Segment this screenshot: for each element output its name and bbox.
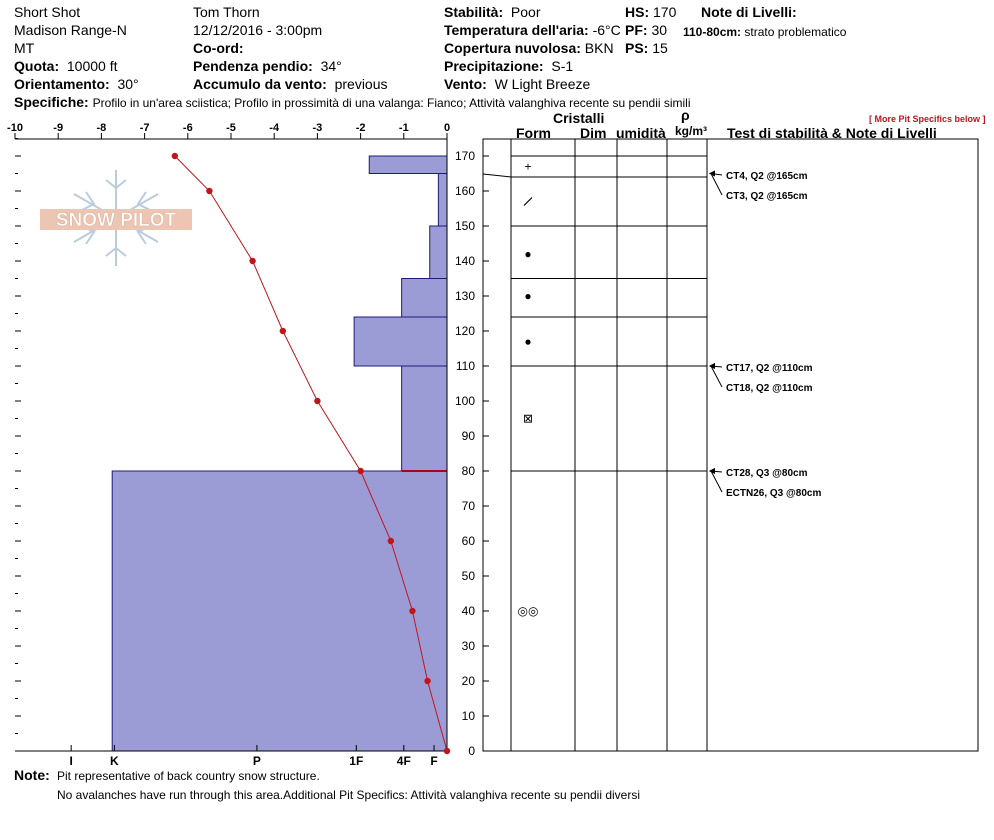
hardness-tick-label: 1F xyxy=(349,754,364,768)
temperature-tick-label: 0 xyxy=(443,122,451,134)
elevation-label: Quota: xyxy=(14,58,60,74)
height-tick-label: 120 xyxy=(454,324,475,338)
stability-label: Stabilità: xyxy=(444,4,504,20)
size-header: Dim xyxy=(580,125,607,141)
stability-test-label: CT28, Q3 @80cm xyxy=(726,468,808,479)
precipitation-label: Precipitazione: xyxy=(444,58,544,74)
hardness-layer-bar xyxy=(369,156,447,174)
ski-penetration-value: 15 xyxy=(652,40,668,56)
hardness-layer-bar xyxy=(354,317,447,366)
wind-loading-value: previous xyxy=(334,76,388,92)
wind-value: W Light Breeze xyxy=(494,76,591,92)
elevation-value: 10000 ft xyxy=(66,58,118,74)
layer-notes-heading: Note di Livelli: xyxy=(701,4,797,20)
test-arrow-line xyxy=(711,471,722,492)
more-specifics-link[interactable]: [ More Pit Specifics below ] xyxy=(869,114,986,124)
aspect-value: 30° xyxy=(117,76,139,92)
crystals-header: Cristalli xyxy=(553,110,605,126)
wind-label: Vento: xyxy=(444,76,487,92)
temperature-tick-label: -8 xyxy=(96,122,107,134)
observation-datetime: 12/12/2016 - 3:00pm xyxy=(193,22,323,38)
tests-header: Test di stabilità & Note di Livelli xyxy=(727,125,937,141)
location-range: Madison Range-N xyxy=(14,22,127,38)
wind-loading-label: Accumulo da vento: xyxy=(193,76,327,92)
hardness-layer-bar xyxy=(402,279,447,318)
temperature-point xyxy=(409,608,415,614)
note-line-2: No avalanches have run through this area.Additional Pit Specifics: Attività valanghiva recente su pendii diversi xyxy=(57,788,641,802)
temperature-point xyxy=(444,748,450,754)
temperature-tick-label: -4 xyxy=(269,122,280,134)
height-tick-label: 50 xyxy=(461,569,475,583)
stability-test-label: CT17, Q2 @110cm xyxy=(726,363,813,374)
temperature-point xyxy=(357,468,363,474)
logo-text: SNOW PILOT xyxy=(55,210,177,231)
height-tick-label: 20 xyxy=(461,674,475,688)
foot-penetration-label: PF: xyxy=(625,22,648,38)
stability-test-label: CT4, Q2 @165cm xyxy=(726,171,808,182)
height-tick-label: 130 xyxy=(454,289,475,303)
temperature-tick-label: -1 xyxy=(398,122,409,134)
test-arrow-line xyxy=(711,366,722,387)
height-tick-label: 40 xyxy=(461,604,475,618)
form-header: Form xyxy=(516,125,551,141)
temperature-tick-label: -3 xyxy=(312,122,323,134)
temperature-tick-label: -6 xyxy=(182,122,193,134)
temperature-tick-label: -2 xyxy=(355,122,366,134)
density-symbol: ρ xyxy=(681,107,690,123)
specifics-text: Profilo in un'area sciistica; Profilo in prossimità di una valanga: Fianco; Attività valanghiva recente su pendii simili xyxy=(92,96,691,110)
temperature-tick-label: -9 xyxy=(53,122,64,134)
layer-note-range: 110-80cm: xyxy=(683,25,742,39)
ski-penetration-label: PS: xyxy=(625,40,649,56)
hardness-tick-label: P xyxy=(252,754,261,768)
height-tick-label: 100 xyxy=(454,394,475,408)
specifics-label: Specifiche: xyxy=(14,94,89,110)
precipitation-value: S-1 xyxy=(551,58,574,74)
height-tick-label: 150 xyxy=(454,219,475,233)
cloud-cover-value: BKN xyxy=(584,40,614,56)
stability-value: Poor xyxy=(510,4,541,20)
location-name: Short Shot xyxy=(14,4,81,20)
height-tick-label: 90 xyxy=(461,429,475,443)
temperature-point xyxy=(314,398,320,404)
temperature-point xyxy=(206,188,212,194)
hardness-layer-bar xyxy=(438,174,447,227)
hardness-layer-bar xyxy=(402,366,447,471)
grain-form-symbol: + xyxy=(524,159,532,174)
height-tick-label: 160 xyxy=(454,184,475,198)
note-label: Note: xyxy=(14,767,50,783)
grain-form-symbol: ● xyxy=(524,247,532,261)
hardness-tick-label: F xyxy=(430,754,438,768)
height-tick-label: 0 xyxy=(468,744,475,758)
hardness-tick-label: I xyxy=(69,754,73,768)
note-line-1: Pit representative of back country snow structure. xyxy=(57,769,320,783)
observer-name: Tom Thorn xyxy=(193,4,260,20)
stratigraphy-table-frame xyxy=(483,139,978,751)
temperature-tick-label: -7 xyxy=(139,122,150,134)
aspect-label: Orientamento: xyxy=(14,76,110,92)
height-tick-label: 110 xyxy=(455,359,475,373)
air-temp-label: Temperatura dell'aria: xyxy=(444,22,589,38)
height-tick-label: 80 xyxy=(461,464,475,478)
foot-penetration-value: 30 xyxy=(651,22,668,38)
grain-form-symbol xyxy=(524,198,532,206)
hardness-layer-bar xyxy=(112,471,447,751)
stability-test-label: ECTN26, Q3 @80cm xyxy=(726,488,822,499)
height-tick-label: 30 xyxy=(461,639,475,653)
moisture-header: umidità xyxy=(616,125,666,141)
slope-value: 34° xyxy=(320,58,342,74)
grain-form-symbol: ● xyxy=(524,289,532,303)
test-arrow-line xyxy=(711,174,722,196)
snow-height-value: 170 xyxy=(653,4,677,20)
snow-height-label: HS: xyxy=(625,4,650,20)
grain-form-symbol: ◎◎ xyxy=(517,604,539,618)
temperature-point xyxy=(172,153,178,159)
hardness-tick-label: 4F xyxy=(396,754,411,768)
snowpilot-logo xyxy=(40,170,192,266)
grain-form-symbol: ● xyxy=(524,334,532,349)
location-state: MT xyxy=(14,40,35,56)
height-tick-label: 70 xyxy=(461,499,475,513)
height-tick-label: 140 xyxy=(454,254,475,268)
temperature-point xyxy=(388,538,394,544)
hardness-tick-label: K xyxy=(110,754,119,768)
density-unit: kg/m³ xyxy=(675,124,708,138)
layer-note-text: strato problematico xyxy=(744,25,847,39)
coordinates-label: Co-ord: xyxy=(193,40,244,56)
temperature-tick-label: -10 xyxy=(7,122,23,134)
slope-label: Pendenza pendio: xyxy=(193,58,313,74)
cloud-cover-label: Copertura nuvolosa: xyxy=(444,40,581,56)
stability-test-label: CT18, Q2 @110cm xyxy=(726,383,813,394)
temperature-tick-label: -5 xyxy=(226,122,236,134)
temperature-point xyxy=(424,678,430,684)
grain-form-symbol: ⊠ xyxy=(522,411,534,426)
height-tick-label: 60 xyxy=(461,534,475,548)
hardness-layer-bar xyxy=(430,226,447,279)
stability-test-label: CT3, Q2 @165cm xyxy=(726,191,808,202)
layer-connector-line xyxy=(483,174,511,177)
temperature-point xyxy=(280,328,286,334)
height-tick-label: 10 xyxy=(461,709,475,723)
air-temp-value: -6°C xyxy=(592,22,621,38)
temperature-point xyxy=(249,258,255,264)
height-tick-label: 170 xyxy=(454,149,475,163)
